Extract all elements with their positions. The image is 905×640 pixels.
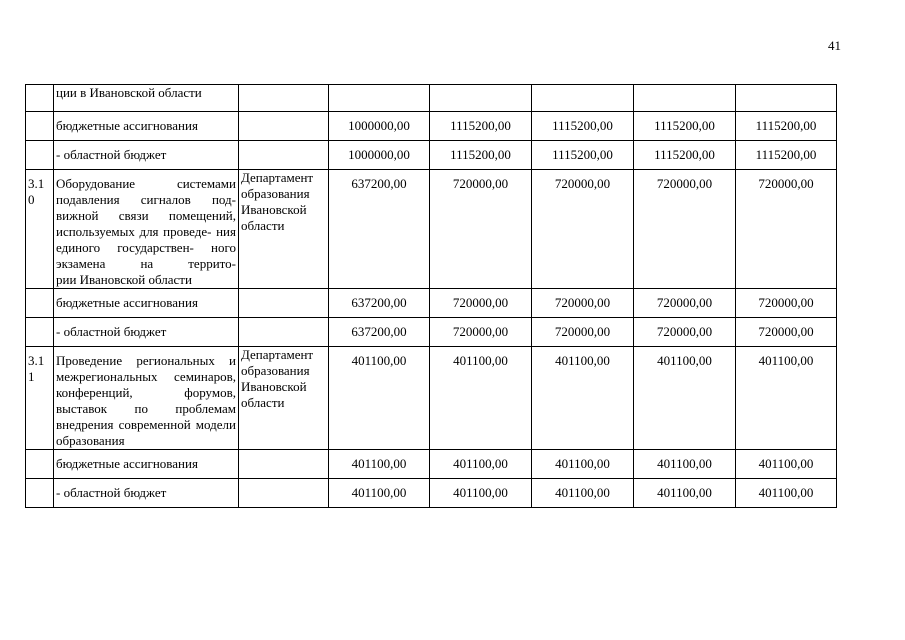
row-name-cell [54, 347, 239, 450]
page-number: 41 [828, 38, 841, 53]
name-line: образования [56, 433, 125, 448]
value-cell: 401100,00 [736, 347, 837, 450]
row-executor-cell [239, 141, 329, 170]
value-cell: 637200,00 [329, 289, 430, 318]
row-number-cell [26, 479, 54, 508]
value-cell: 401100,00 [634, 347, 736, 450]
value-cell: 401100,00 [634, 450, 736, 479]
row-name-cell: бюджетные ассигнования [54, 112, 239, 141]
row-executor-cell [239, 479, 329, 508]
row-number-cell: 3.1 0 [26, 170, 54, 289]
value-cell: 401100,00 [736, 450, 837, 479]
table-row [26, 170, 837, 289]
value-cell: 401100,00 [634, 479, 736, 508]
name-line: используемых для проведе- [56, 224, 212, 239]
name-line: подавления сигналов под- [56, 192, 236, 207]
row-name-cell: - областной бюджет [54, 318, 239, 347]
executor-line: области [241, 218, 285, 233]
row-executor-cell [239, 170, 329, 289]
row-name-cell: бюджетные ассигнования [54, 450, 239, 479]
value-cell: 720000,00 [430, 289, 532, 318]
table-row [26, 289, 837, 318]
value-cell: 637200,00 [329, 170, 430, 289]
row-name-cell: ции в Ивановской области [54, 85, 239, 112]
row-executor-cell [239, 85, 329, 112]
row-name-cell [54, 170, 239, 289]
value-cell: 720000,00 [634, 170, 736, 289]
value-cell: 720000,00 [430, 318, 532, 347]
value-cell: 1115200,00 [634, 112, 736, 141]
value-cell: 1115200,00 [532, 112, 634, 141]
value-cell: 720000,00 [736, 318, 837, 347]
value-cell: 637200,00 [329, 318, 430, 347]
table-row [26, 112, 837, 141]
value-cell: 1115200,00 [430, 112, 532, 141]
row-number-cell: 3.1 1 [26, 347, 54, 450]
name-line: межрегиональных [56, 369, 158, 384]
value-cell [736, 85, 837, 112]
executor-line: Ивановской [241, 202, 307, 217]
value-cell: 720000,00 [532, 170, 634, 289]
table-row [26, 318, 837, 347]
value-cell: 720000,00 [634, 289, 736, 318]
executor-line: Департамент [241, 170, 314, 185]
row-number-cell [26, 318, 54, 347]
row-number-cell [26, 141, 54, 170]
executor-line: Департамент [241, 347, 314, 362]
table-row [26, 347, 837, 450]
value-cell: 401100,00 [329, 347, 430, 450]
value-cell: 720000,00 [736, 289, 837, 318]
value-cell [430, 85, 532, 112]
executor-line: Ивановской [241, 379, 307, 394]
table-row [26, 479, 837, 508]
value-cell: 401100,00 [430, 347, 532, 450]
value-cell: 401100,00 [736, 479, 837, 508]
value-cell: 720000,00 [532, 318, 634, 347]
row-number-cell [26, 85, 54, 112]
name-line: рии Ивановской области [56, 272, 192, 287]
table-row [26, 141, 837, 170]
name-line: ного экзамена на террито- [56, 240, 237, 271]
name-line: вижной связи помещений, [56, 208, 236, 223]
budget-table [25, 84, 837, 508]
value-cell: 720000,00 [430, 170, 532, 289]
value-cell [634, 85, 736, 112]
value-cell: 1000000,00 [329, 112, 430, 141]
value-cell: 720000,00 [532, 289, 634, 318]
row-number-cell [26, 112, 54, 141]
value-cell: 720000,00 [634, 318, 736, 347]
value-cell: 401100,00 [430, 450, 532, 479]
table-row [26, 450, 837, 479]
name-line: ния единого государствен- [56, 224, 236, 255]
value-cell: 401100,00 [532, 450, 634, 479]
value-cell: 1115200,00 [430, 141, 532, 170]
value-cell: 401100,00 [532, 347, 634, 450]
row-name-cell: - областной бюджет [54, 141, 239, 170]
table-row [26, 85, 837, 112]
value-cell: 1115200,00 [532, 141, 634, 170]
name-line: проблемам внедрения [56, 401, 236, 432]
value-cell: 1115200,00 [736, 141, 837, 170]
value-cell [532, 85, 634, 112]
row-name-cell: бюджетные ассигнования [54, 289, 239, 318]
row-executor-cell [239, 112, 329, 141]
value-cell: 401100,00 [329, 479, 430, 508]
executor-line: образования [241, 186, 310, 201]
value-cell: 1115200,00 [736, 112, 837, 141]
value-cell: 1115200,00 [634, 141, 736, 170]
value-cell: 1000000,00 [329, 141, 430, 170]
row-number-cell [26, 289, 54, 318]
name-line: современной модели [118, 417, 236, 432]
row-executor-cell [239, 289, 329, 318]
value-cell [329, 85, 430, 112]
name-line: Оборудование системами [56, 176, 236, 191]
value-cell: 720000,00 [736, 170, 837, 289]
value-cell: 401100,00 [532, 479, 634, 508]
row-number-cell [26, 450, 54, 479]
name-line: форумов, выставок по [56, 385, 236, 416]
row-executor-cell [239, 318, 329, 347]
name-line: Проведение региональных и [56, 353, 236, 368]
row-executor-cell [239, 347, 329, 450]
name-line: семинаров, конференций, [56, 369, 236, 400]
value-cell: 401100,00 [329, 450, 430, 479]
value-cell: 401100,00 [430, 479, 532, 508]
row-name-cell: - областной бюджет [54, 479, 239, 508]
executor-line: области [241, 395, 285, 410]
table-body [26, 85, 837, 508]
executor-line: образования [241, 363, 310, 378]
row-executor-cell [239, 450, 329, 479]
